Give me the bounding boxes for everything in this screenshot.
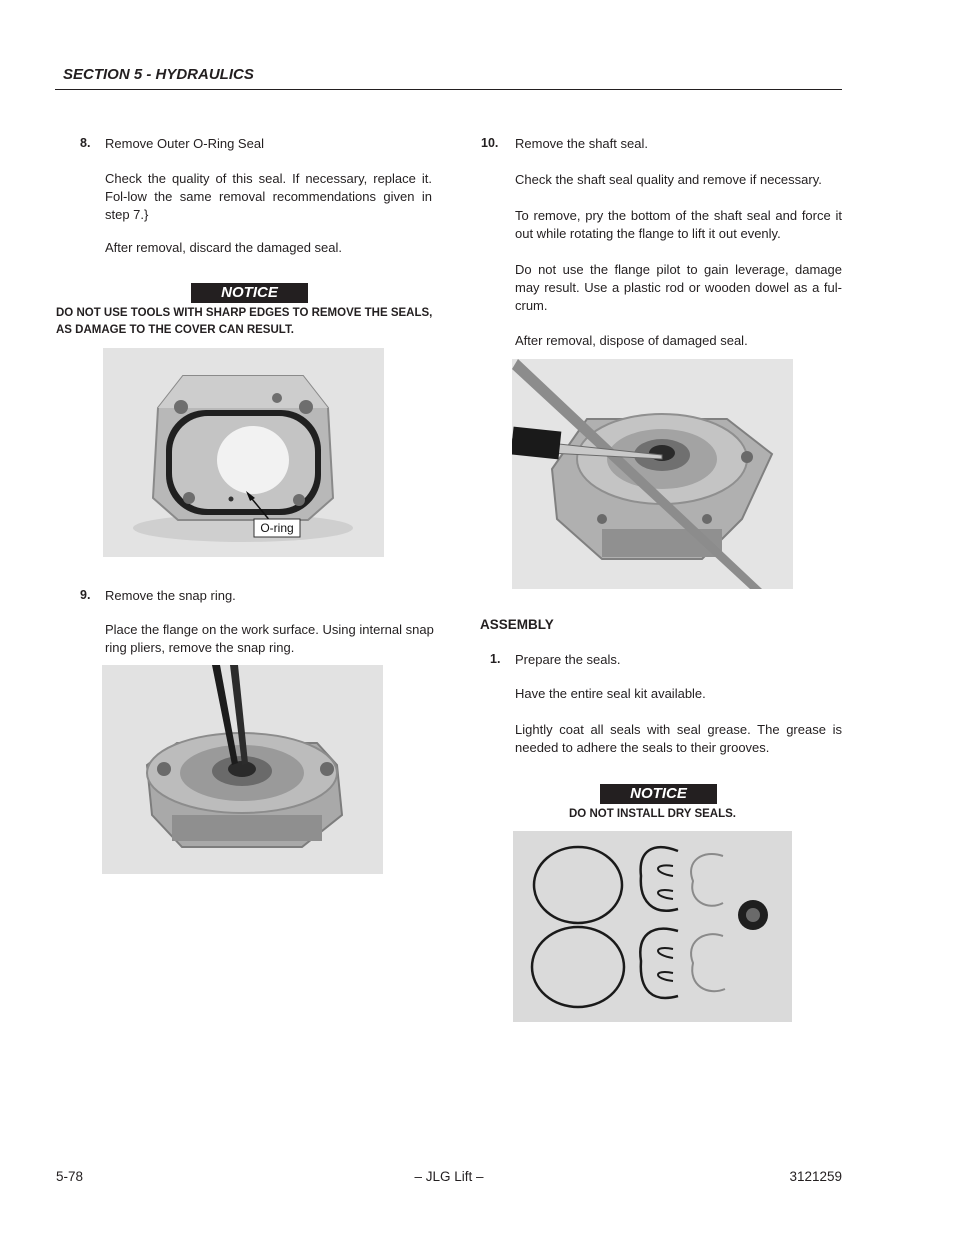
notice-text-2: DO NOT INSTALL DRY SEALS. [569,808,736,820]
step-8-number: 8. [80,136,91,150]
step-8-para-2: After removal, discard the damaged seal. [105,240,343,255]
notice-banner: NOTICE [191,283,308,303]
step-10-para-3: Do not use the flange pilot to gain leverage, damage may result. Use a plastic rod or wooden dowel as a ful-crum. [515,262,842,313]
step-10-para-4: After removal, dispose of damaged seal. [515,333,748,348]
oring-cover-photo [103,348,384,557]
step-9-number: 9. [80,588,91,602]
shaft-seal-photo [512,359,793,589]
step-9-title: Remove the snap ring. [105,588,236,603]
assembly-step-1-number: 1. [490,652,501,666]
oring-callout: O-ring [260,521,294,535]
step-10-title: Remove the shaft seal. [515,136,648,151]
notice-banner-2: NOTICE [600,784,717,804]
seal-kit-photo [513,831,792,1022]
step-10-number: 10. [481,136,499,150]
step-10-para-1: Check the shaft seal quality and remove if necessary. [515,172,822,187]
assembly-heading: ASSEMBLY [480,617,554,632]
step-10-para-2: To remove, pry the bottom of the shaft seal and force it out while rotating the flange to lift it out evenly. [515,208,842,241]
page-number: 5-78 [56,1169,84,1184]
step-8-para-1: Check the quality of this seal. If necessary, replace it. Fol-low the same removal recommendations given in step 7.} [105,171,432,222]
document-number: 3121259 [789,1169,842,1184]
step-9-para-1: Place the flange on the work surface. Using internal snap ring pliers, remove the snap ring. [105,622,434,655]
step-8-title: Remove Outer O-Ring Seal [105,136,264,151]
section-title: SECTION 5 - HYDRAULICS [63,66,254,83]
notice-text: DO NOT USE TOOLS WITH SHARP EDGES TO REMOVE THE SEALS, AS DAMAGE TO THE COVER CAN RESULT. [56,307,433,336]
snap-ring-photo [102,665,383,874]
footer-center: – JLG Lift – [414,1169,484,1184]
assembly-step-1-para-1: Have the entire seal kit available. [515,686,706,701]
header-rule [55,89,842,90]
assembly-step-1-title: Prepare the seals. [515,652,621,667]
assembly-step-1-para-2: Lightly coat all seals with seal grease. The grease is needed to adhere the seals to their grooves. [515,722,842,755]
